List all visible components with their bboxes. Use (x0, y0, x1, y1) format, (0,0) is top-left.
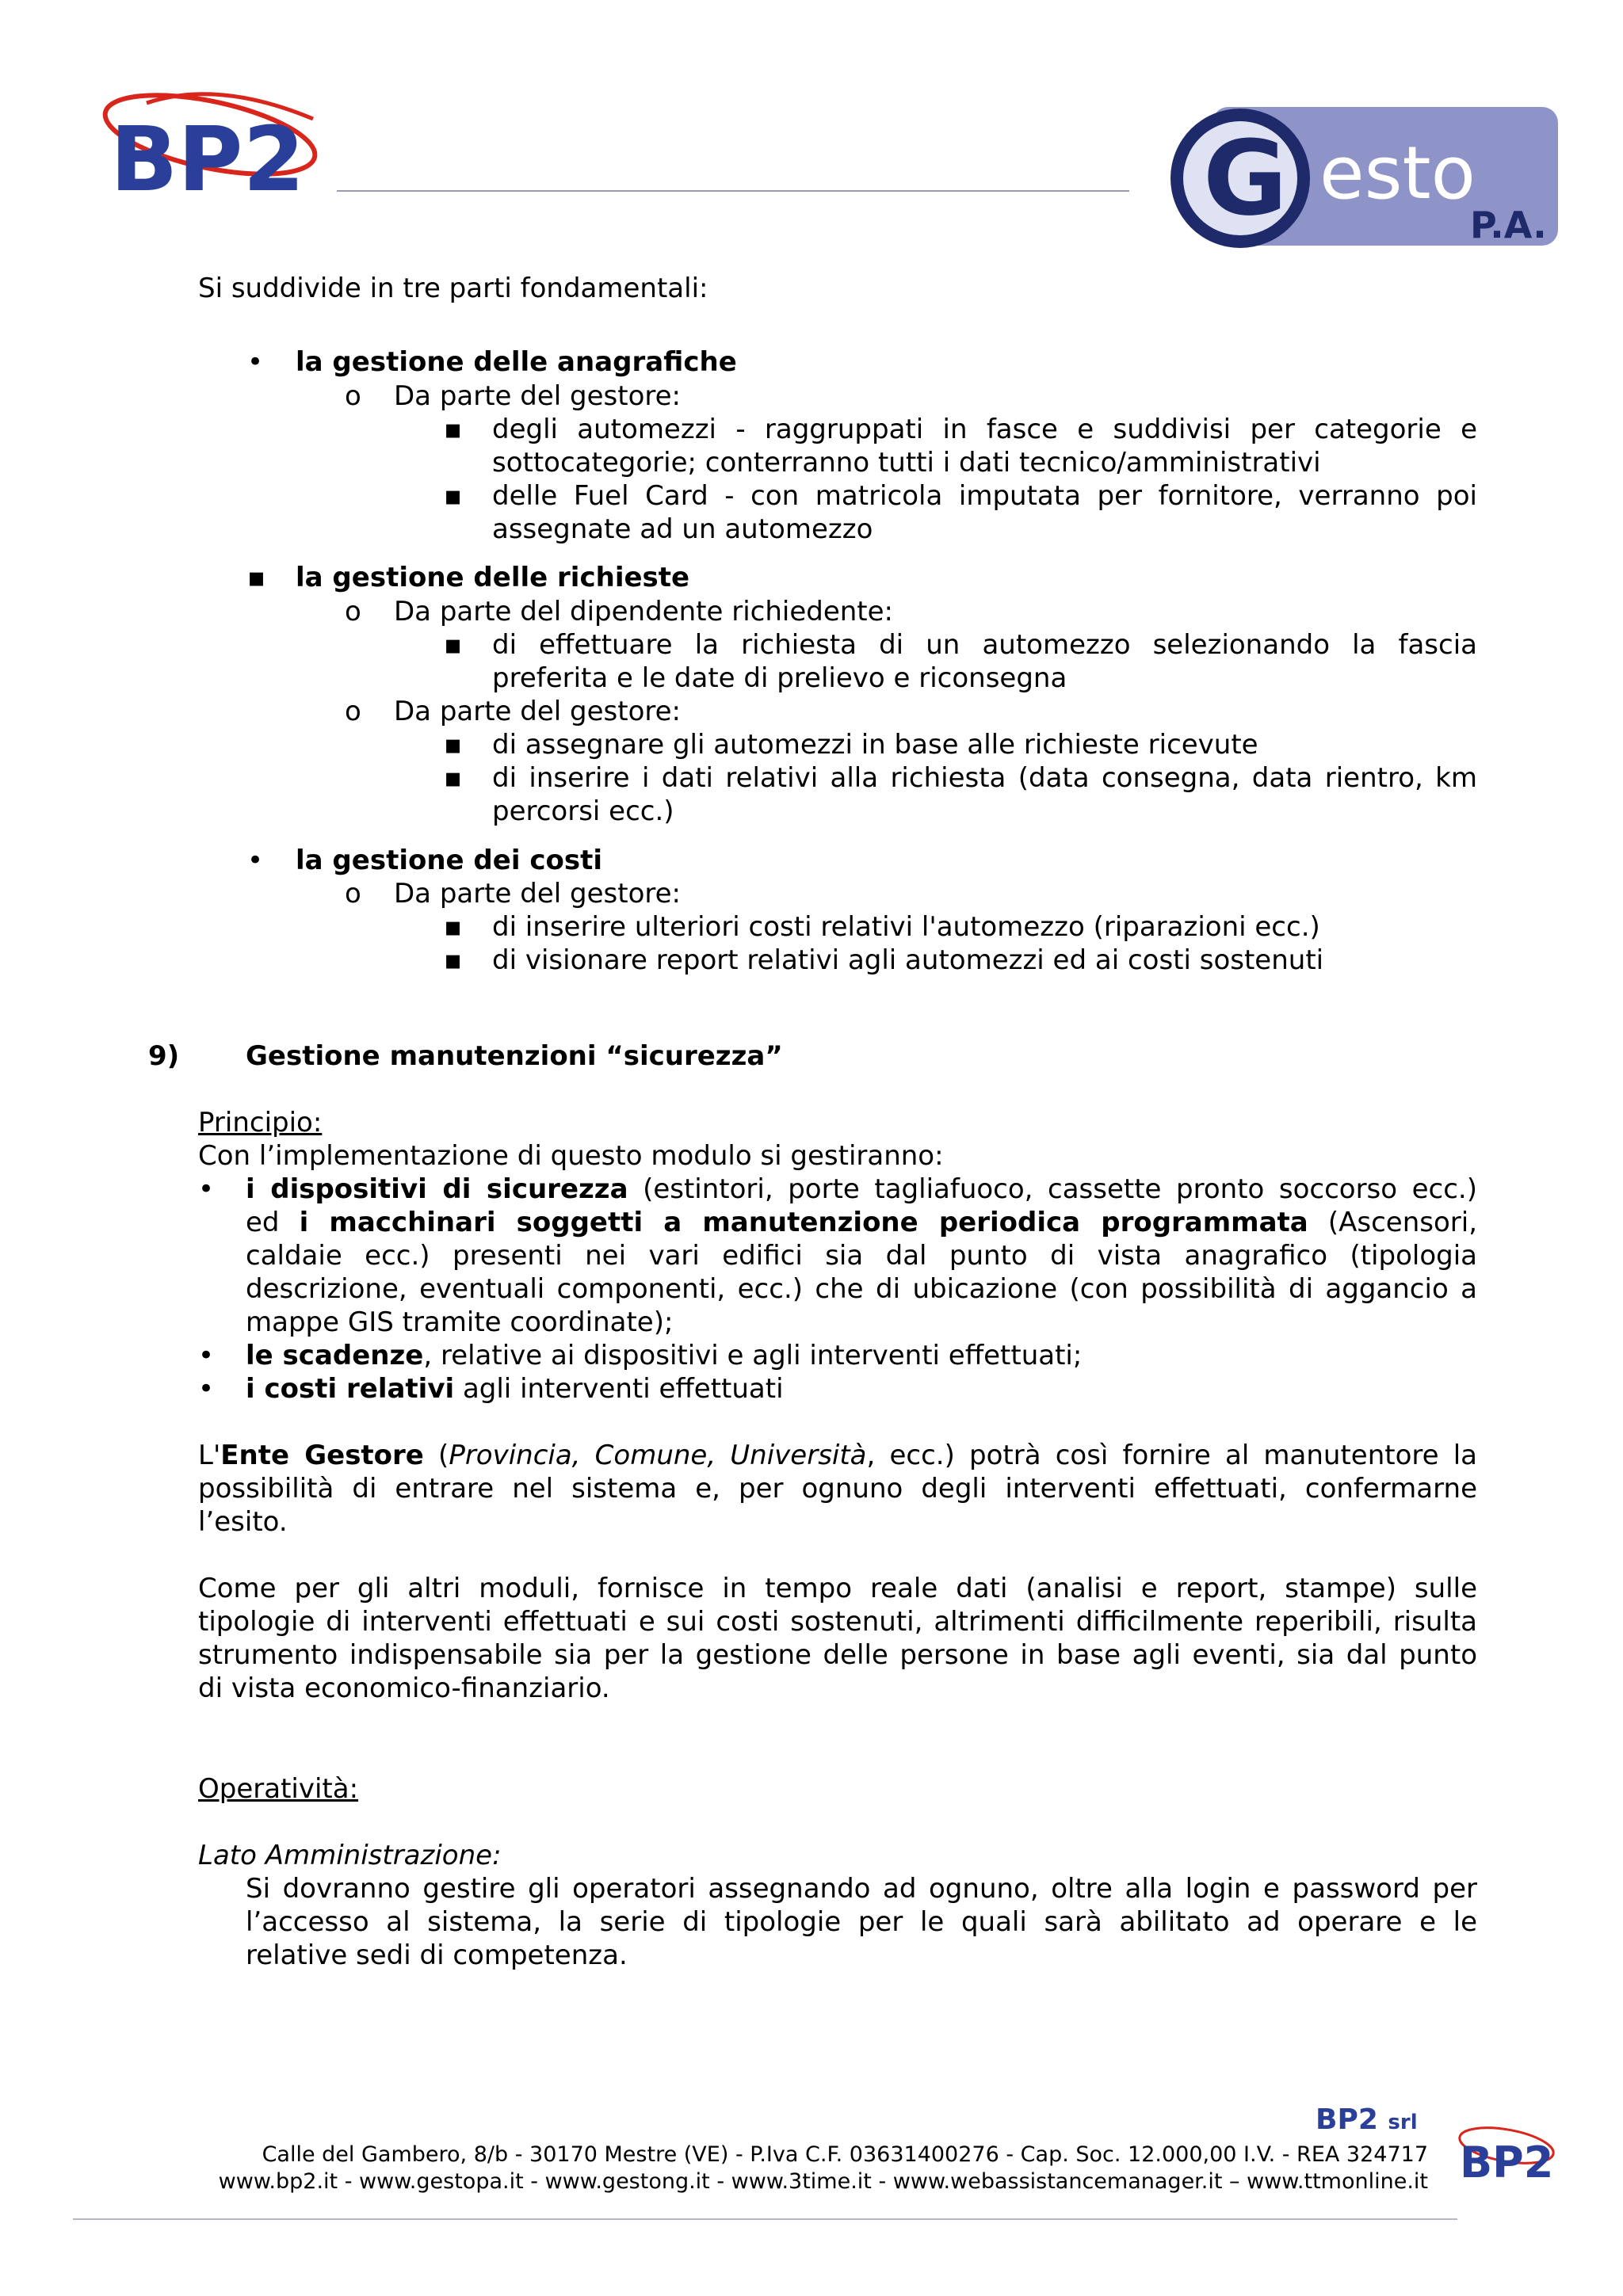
section-3-item1: di inserire ulteriori costi relativi l'automezzo (riparazioni ecc.) (492, 911, 1320, 943)
operativita-line2: l’accesso al sistema, la serie di tipologie per le quali sarà abilitato ad operare e le (246, 1906, 1477, 1938)
bullet-dot-icon: • (198, 1173, 215, 1205)
circle-bullet-icon: o (345, 380, 361, 412)
section-1-item1-line1: degli automezzi - raggruppati in fasce e suddivisi per categorie e (492, 414, 1477, 445)
gesto-pa-logo (1165, 103, 1561, 254)
section-2-sub2: Da parte del gestore: (394, 696, 681, 727)
section-1-item2-line1: delle Fuel Card - con matricola imputata per fornitore, verranno poi (492, 480, 1477, 512)
footer-rule (73, 2218, 1457, 2220)
principio-b2-bold: le scadenze (246, 1340, 424, 1371)
ente-l1-bold: Ente Gestore (220, 1440, 424, 1471)
footer-company (1316, 2104, 1418, 2138)
section-1-item2-line2: assegnate ad un automezzo (492, 513, 873, 545)
footer-company-suffix: srl (1388, 2111, 1418, 2134)
principio-b3-bold: i costi relativi (246, 1373, 455, 1405)
square-bullet-icon: ▪ (444, 729, 463, 761)
square-bullet-icon: ▪ (444, 762, 463, 794)
principio-bullet2 (246, 1339, 1082, 1372)
principio-intro: Con l’implementazione di questo modulo si gestiranno: (198, 1140, 944, 1172)
ente-line1 (198, 1439, 1477, 1472)
chapter-title: Gestione manutenzioni “sicurezza” (246, 1040, 783, 1072)
principio-b1-bold: i dispositivi di sicurezza (246, 1173, 628, 1205)
principio-bullet1-line4: descrizione, eventuali componenti, ecc.) che di ubicazione (con possibilità di aggancio a (246, 1273, 1477, 1305)
section-2-title: la gestione delle richieste (296, 562, 690, 593)
section-3-title: la gestione dei costi (296, 845, 602, 876)
section-2-item3-line1: di inserire i dati relativi alla richiesta (data consegna, data rientro, km (492, 762, 1477, 794)
operativita-line1: Si dovranno gestire gli operatori assegnando ad ognuno, oltre alla login e password per (246, 1873, 1477, 1905)
principio-b1-l2-pre: ed (246, 1207, 300, 1238)
operativita-sub: Lato Amministrazione: (198, 1840, 502, 1871)
principio-bullet1-line5: mappe GIS tramite coordinate); (246, 1306, 674, 1338)
principio-heading: Principio: (198, 1107, 323, 1138)
footer-websites: www.bp2.it - www.gestopa.it - www.gestong.it - www.3time.it - www.webassistancemanager.it – www.ttmonline.it (218, 2169, 1428, 2194)
circle-bullet-icon: o (345, 696, 361, 727)
footer-bp2-logo (1455, 2114, 1558, 2193)
gesto-logo-text: esto (1319, 131, 1476, 215)
circle-bullet-icon: o (345, 596, 361, 627)
principio-bullet1-line3: caldaie ecc.) presenti nei vari edifici sia dal punto di vista anagrafico (tipologia (246, 1240, 1477, 1272)
square-bullet-icon: ▪ (444, 480, 463, 512)
bullet-dot-icon: • (247, 845, 264, 876)
gesto-logo-sub: P.A. (1470, 204, 1547, 246)
come-line2: tipologie di interventi effettuati e sui costi sostenuti, altrimenti difficilmente reperibili, risulta (198, 1606, 1477, 1638)
circle-bullet-icon: o (345, 878, 361, 910)
principio-b1-rest: (estintori, porte tagliafuoco, cassette pronto soccorso ecc.) (628, 1173, 1477, 1205)
principio-bullet3 (246, 1372, 784, 1405)
principio-bullet1-line1 (246, 1173, 1477, 1206)
section-1-sub1: Da parte del gestore: (394, 380, 681, 412)
section-3-item2: di visionare report relativi agli automezzi ed ai costi sostenuti (492, 944, 1324, 976)
come-line4: di vista economico-finanziario. (198, 1672, 610, 1704)
header-rule (337, 190, 1129, 192)
principio-b3-rest: agli interventi effettuati (454, 1373, 784, 1405)
gesto-logo-initial: G (1203, 118, 1288, 238)
footer-company-name: BP2 (1316, 2103, 1378, 2136)
chapter-number: 9) (148, 1040, 180, 1072)
footer-address: Calle del Gambero, 8/b - 30170 Mestre (VE) - P.Iva C.F. 03631400276 - Cap. Soc. 12.000,00 I.V. - REA 324717 (262, 2142, 1428, 2167)
square-bullet-icon: ▪ (247, 562, 266, 593)
section-2-sub1: Da parte del dipendente richiedente: (394, 596, 893, 627)
principio-b2-rest: , relative ai dispositivi e agli interventi effettuati; (423, 1340, 1083, 1371)
bullet-dot-icon: • (198, 1340, 215, 1371)
ente-l1-rest: , ecc.) potrà così fornire al manutentore la (866, 1440, 1478, 1471)
principio-b1-l2-rest: (Ascensori, (1308, 1207, 1477, 1238)
square-bullet-icon: ▪ (444, 629, 463, 661)
ente-line2: possibilità di entrare nel sistema e, per ognuno degli interventi effettuati, confermarne (198, 1473, 1477, 1505)
section-2-item2: di assegnare gli automezzi in base alle richieste ricevute (492, 729, 1258, 761)
come-line1: Come per gli altri moduli, fornisce in tempo reale dati (analisi e report, stampe) sulle (198, 1573, 1477, 1604)
bp2-logo (99, 71, 329, 230)
ente-l1-italic: Provincia, Comune, Università (449, 1440, 867, 1471)
section-2-item1-line1: di effettuare la richiesta di un automezzo selezionando la fascia (492, 629, 1477, 661)
principio-b1-l2-bold: i macchinari soggetti a manutenzione periodica programmata (299, 1207, 1308, 1238)
ente-l1-mid: ( (423, 1440, 449, 1471)
principio-bullet1-line2 (246, 1206, 1477, 1239)
section-1-title: la gestione delle anagrafiche (296, 346, 737, 378)
come-line3: strumento indispensabile sia per la gestione delle persone in base agli eventi, sia dal punto (198, 1639, 1477, 1671)
ente-line3: l’esito. (198, 1506, 288, 1538)
square-bullet-icon: ▪ (444, 911, 463, 943)
ente-l1-pre: L' (198, 1440, 221, 1471)
square-bullet-icon: ▪ (444, 944, 463, 976)
operativita-heading: Operatività: (198, 1773, 359, 1805)
intro-text: Si suddivide in tre parti fondamentali: (198, 273, 708, 304)
operativita-line3: relative sedi di competenza. (246, 1939, 628, 1971)
bullet-dot-icon: • (247, 346, 264, 378)
square-bullet-icon: ▪ (444, 414, 463, 445)
section-2-item1-line2: preferita e le date di prelievo e riconsegna (492, 662, 1067, 694)
section-3-sub1: Da parte del gestore: (394, 878, 681, 910)
bullet-dot-icon: • (198, 1373, 215, 1405)
bp2-logo-text: BP2 (110, 109, 305, 212)
section-1-item1-line2: sottocategorie; conterranno tutti i dati tecnico/amministrativi (492, 447, 1321, 479)
section-2-item3-line2: percorsi ecc.) (492, 795, 674, 827)
footer-logo-text: BP2 (1460, 2138, 1554, 2187)
